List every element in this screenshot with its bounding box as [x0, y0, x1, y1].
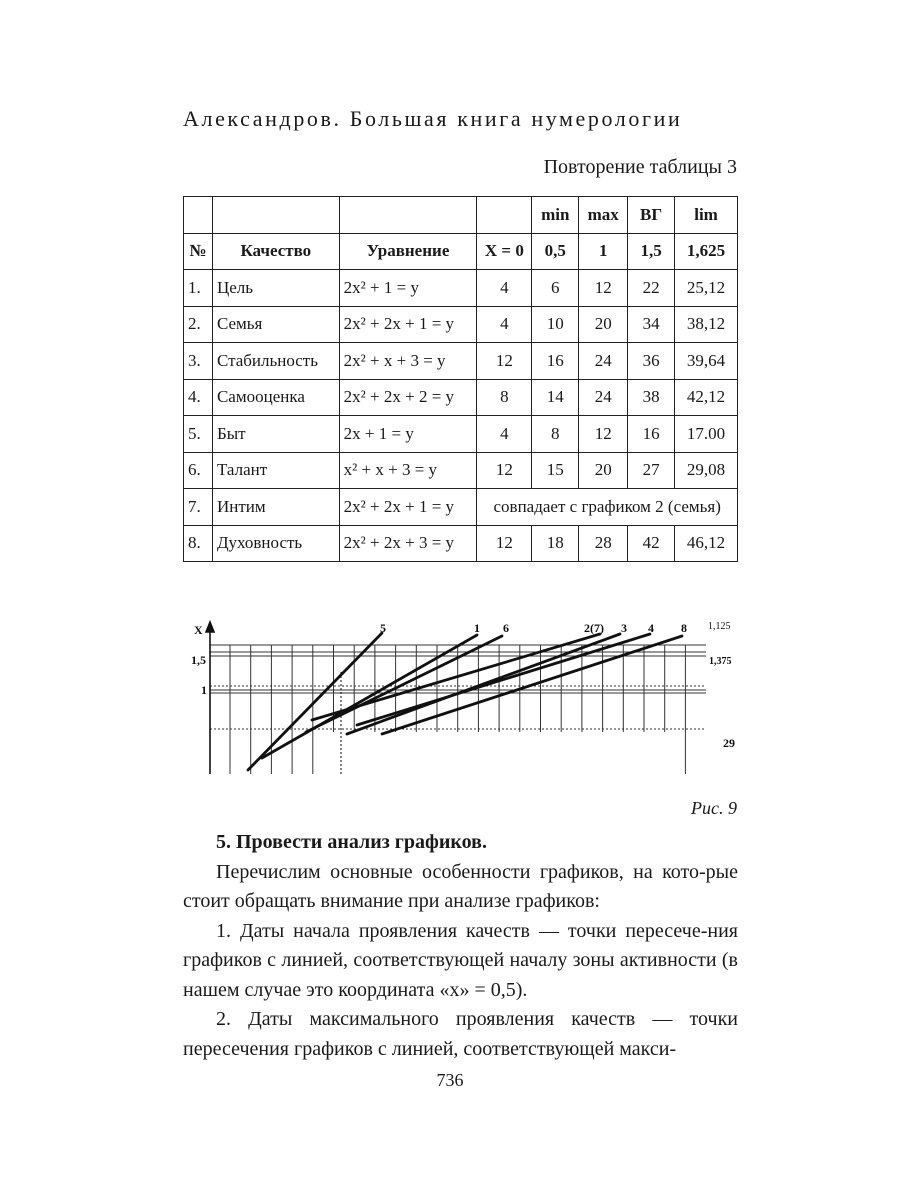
value-cell: 36 — [628, 343, 675, 380]
header-cell: 1,625 — [675, 233, 738, 270]
quality-cell: Цель — [212, 270, 339, 307]
value-cell: 42 — [628, 525, 675, 562]
qualities-table — [183, 196, 738, 562]
value-cell: 17.00 — [675, 416, 738, 453]
value-cell: 42,12 — [675, 379, 738, 416]
row-number: 6. — [184, 452, 213, 489]
line-label: 2(7) — [584, 621, 604, 635]
row-number: 1. — [184, 270, 213, 307]
value-cell: 39,64 — [675, 343, 738, 380]
value-cell: 24 — [579, 343, 628, 380]
table-row — [184, 525, 738, 562]
value-cell: 14 — [532, 379, 579, 416]
table-row — [184, 306, 738, 343]
header-cell: 0,5 — [532, 233, 579, 270]
header-cell: Уравнение — [339, 233, 477, 270]
header-cell — [212, 197, 339, 234]
table-row — [184, 379, 738, 416]
quality-cell: Быт — [212, 416, 339, 453]
value-cell: 28 — [579, 525, 628, 562]
quality-cell: Семья — [212, 306, 339, 343]
quality-cell: Самооценка — [212, 379, 339, 416]
value-cell: 4 — [477, 270, 532, 307]
value-cell: 20 — [579, 306, 628, 343]
table-row — [184, 343, 738, 380]
line-label: 5 — [380, 621, 386, 635]
value-cell: 38 — [628, 379, 675, 416]
y-axis-arrow — [206, 622, 214, 632]
quality-cell: Талант — [212, 452, 339, 489]
quality-cell: Стабильность — [212, 343, 339, 380]
header-cell: ВГ — [628, 197, 675, 234]
row-number: 7. — [184, 489, 213, 526]
header-cell: min — [532, 197, 579, 234]
row-number: 2. — [184, 306, 213, 343]
equation-cell: x² + x + 3 = y — [339, 452, 477, 489]
value-cell: 4 — [477, 416, 532, 453]
header-cell: 1,5 — [628, 233, 675, 270]
axis-label-x: X — [194, 623, 203, 637]
row-number: 4. — [184, 379, 213, 416]
value-cell: 34 — [628, 306, 675, 343]
quality-cell: Духовность — [212, 525, 339, 562]
merged-cell: совпадает с графиком 2 (семья) — [477, 489, 738, 526]
header-cell: X = 0 — [477, 233, 532, 270]
value-cell: 25,12 — [675, 270, 738, 307]
paragraph: 1. Даты начала проявления качеств — точки пересече-ния графиков с линией, соответствующей началу зоны активности (в нашем случае это координата «х» = 0,5). — [183, 919, 738, 1001]
value-cell: 16 — [532, 343, 579, 380]
right-label: 29 — [723, 736, 735, 750]
value-cell: 12 — [579, 416, 628, 453]
y-tick-label: 1 — [201, 683, 207, 697]
table-row — [184, 270, 738, 307]
value-cell: 12 — [477, 452, 532, 489]
value-cell: 18 — [532, 525, 579, 562]
equation-cell: 2x² + 2x + 1 = y — [339, 489, 477, 526]
row-number: 3. — [184, 343, 213, 380]
header-cell — [184, 197, 213, 234]
table-row — [184, 489, 738, 526]
section-heading: 5. Провести анализ графиков. — [216, 831, 487, 853]
line-label: 8 — [681, 621, 687, 635]
header-cell: max — [579, 197, 628, 234]
header-cell: lim — [675, 197, 738, 234]
paragraph: 2. Даты максимального проявления качеств — точки пересечения графиков с линией, соответствующей макси- — [183, 1008, 738, 1060]
value-cell: 12 — [579, 270, 628, 307]
equation-cell: 2x + 1 = y — [339, 416, 477, 453]
line-label: 6 — [503, 621, 509, 635]
value-cell: 10 — [532, 306, 579, 343]
figure-caption: Рис. 9 — [691, 798, 737, 818]
table-row — [184, 452, 738, 489]
value-cell: 12 — [477, 525, 532, 562]
line-6 — [306, 636, 502, 732]
row-number: 8. — [184, 525, 213, 562]
row-number: 5. — [184, 416, 213, 453]
value-cell: 15 — [532, 452, 579, 489]
running-head: Александров. Большая книга нумерологии — [183, 106, 683, 131]
value-cell: 46,12 — [675, 525, 738, 562]
value-cell: 24 — [579, 379, 628, 416]
line-label: 1 — [474, 621, 480, 635]
header-cell — [477, 197, 532, 234]
header-cell — [339, 197, 477, 234]
table-caption: Повторение таблицы 3 — [543, 156, 737, 178]
value-cell: 22 — [628, 270, 675, 307]
body-text — [183, 828, 738, 1064]
value-cell: 6 — [532, 270, 579, 307]
equation-cell: 2x² + x + 3 = y — [339, 343, 477, 380]
equation-cell: 2x² + 2x + 1 = y — [339, 306, 477, 343]
value-cell: 29,08 — [675, 452, 738, 489]
value-cell: 38,12 — [675, 306, 738, 343]
y-tick-label: 1,5 — [191, 653, 206, 667]
value-cell: 20 — [579, 452, 628, 489]
equation-cell: 2x² + 2x + 3 = y — [339, 525, 477, 562]
quality-cell: Интим — [212, 489, 339, 526]
figure-9-graph — [182, 612, 742, 782]
table-row — [184, 416, 738, 453]
line-label: 3 — [621, 621, 627, 635]
value-cell: 8 — [477, 379, 532, 416]
page-number: 736 — [436, 1070, 464, 1090]
paragraph: Перечислим основные особенности графиков, на кото-рые стоит обращать внимание при анализе графиков: — [183, 860, 738, 912]
value-cell: 27 — [628, 452, 675, 489]
header-cell: № — [184, 233, 213, 270]
value-cell: 8 — [532, 416, 579, 453]
table-header-row — [184, 197, 738, 234]
value-cell: 12 — [477, 343, 532, 380]
right-label: 1,375 — [709, 656, 732, 667]
table-header-row — [184, 233, 738, 270]
equation-cell: 2x² + 1 = y — [339, 270, 477, 307]
line-label: 4 — [648, 621, 654, 635]
header-cell: 1 — [579, 233, 628, 270]
equation-cell: 2x² + 2x + 2 = y — [339, 379, 477, 416]
line-3 — [347, 634, 620, 734]
value-cell: 4 — [477, 306, 532, 343]
right-label: 1,125 — [708, 621, 731, 632]
header-cell: Качество — [212, 233, 339, 270]
value-cell: 16 — [628, 416, 675, 453]
